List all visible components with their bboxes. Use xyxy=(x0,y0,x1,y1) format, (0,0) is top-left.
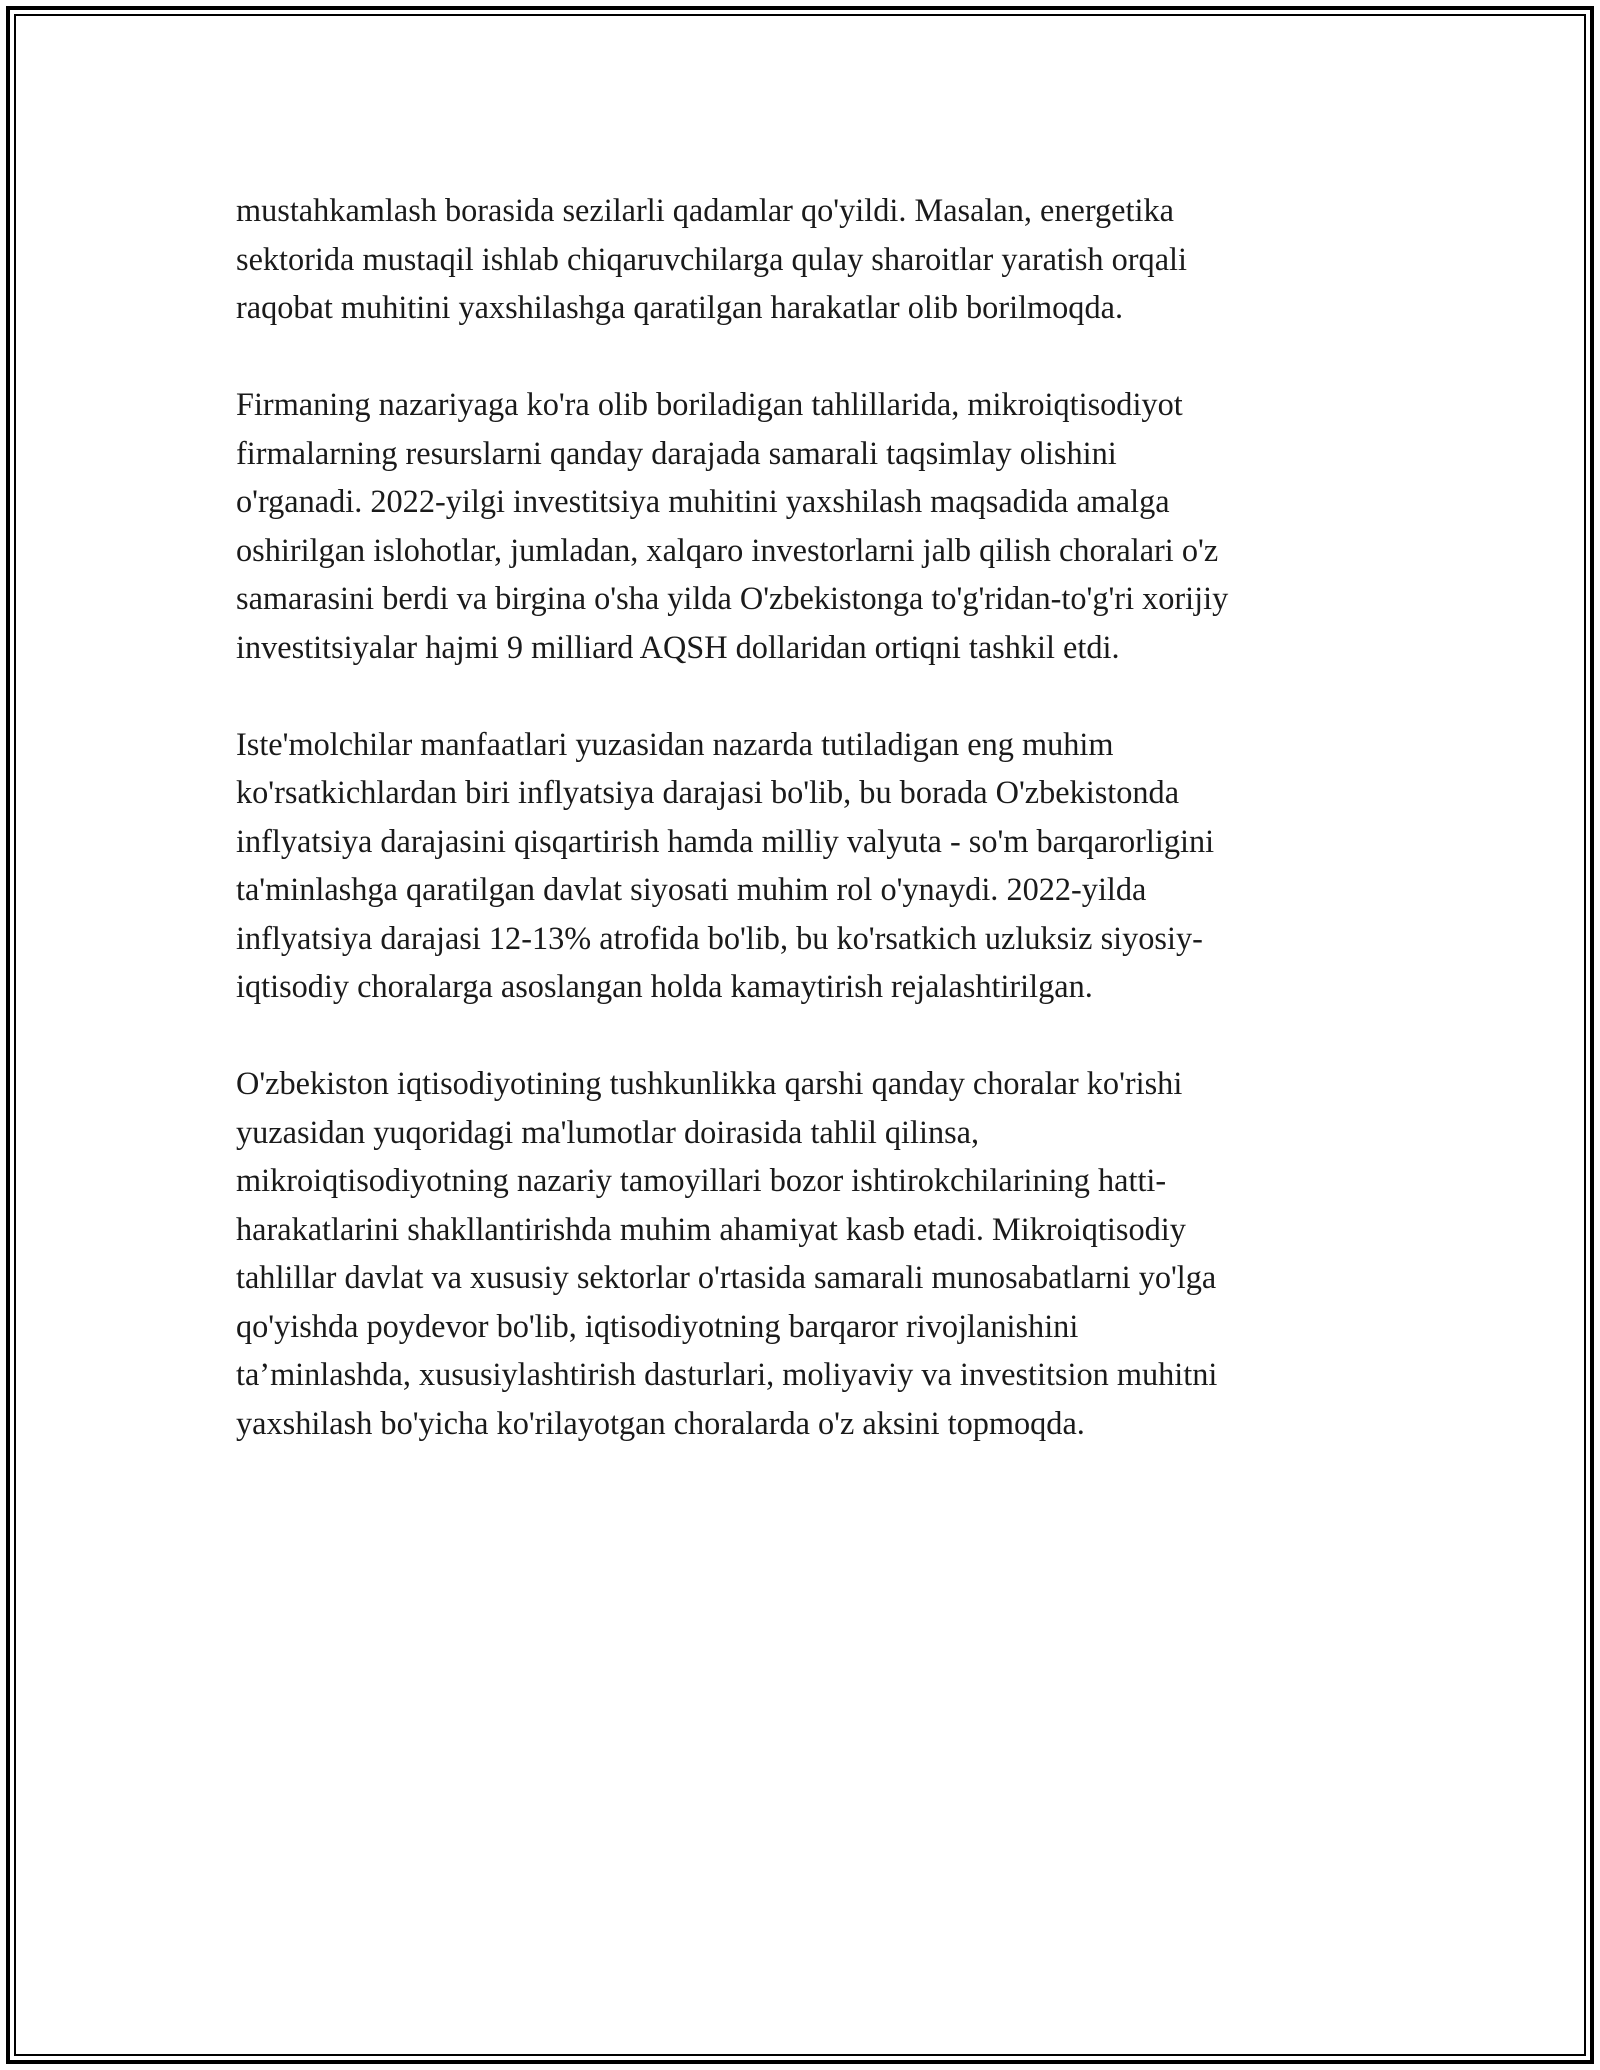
text-line: qo'yishda poydevor bo'lib, iqtisodiyotning barqaror rivojlanishini xyxy=(236,1307,1079,1344)
text-line: oshirilgan islohotlar, jumladan, xalqaro investorlarni jalb qilish choralari o'z xyxy=(236,531,1219,568)
document-body xyxy=(236,186,1376,1496)
text-line: Iste'molchilar manfaatlari yuzasidan nazarda tutiladigan eng muhim xyxy=(236,725,1114,762)
text-line: yaxshilash bo'yicha ko'rilayotgan choralarda o'z aksini topmoqda. xyxy=(236,1404,1085,1441)
paragraph-2 xyxy=(236,380,1376,671)
text-line: tahlillar davlat va xususiy sektorlar o'rtasida samarali munosabatlarni yo'lga xyxy=(236,1259,1217,1295)
text-line: ta'minlashga qaratilgan davlat siyosati muhim rol o'ynaydi. 2022-yilda xyxy=(236,871,1147,907)
text-line: iqtisodiy choralarga asoslangan holda kamaytirish rejalashtirilgan. xyxy=(236,968,1093,1004)
paragraph-1 xyxy=(236,186,1376,332)
text-line: samarasini berdi va birgina o'sha yilda O'zbekistonga to'g'ridan-to'g'ri xorijiy xyxy=(236,580,1229,616)
paragraph-4 xyxy=(236,1059,1376,1447)
text-line: o'rganadi. 2022-yilgi investitsiya muhitini yaxshilash maqsadida amalga xyxy=(236,483,1170,519)
text-line: yuzasidan yuqoridagi ma'lumotlar doirasida tahlil qilinsa, xyxy=(236,1113,980,1150)
text-line: mustahkamlash borasida sezilarli qadamlar qo'yildi. Masalan, energetika xyxy=(236,192,1174,228)
text-line: investitsiyalar hajmi 9 milliard AQSH dollaridan ortiqni tashkil etdi. xyxy=(236,628,1120,665)
text-line: O'zbekiston iqtisodiyotining tushkunlikka qarshi qanday choralar ko'rishi xyxy=(236,1065,1183,1101)
text-line: sektorida mustaqil ishlab chiqaruvchilarga qulay sharoitlar yaratish orqali xyxy=(236,240,1187,277)
text-line: ta’minlashda, xususiylashtirish dasturlari, moliyaviy va investitsion muhitni xyxy=(236,1356,1218,1392)
text-line: harakatlarini shakllantirishda muhim ahamiyat kasb etadi. Mikroiqtisodiy xyxy=(236,1210,1186,1247)
text-line: inflyatsiya darajasi 12-13% atrofida bo'lib, bu ko'rsatkich uzluksiz siyosiy- xyxy=(236,919,1203,956)
text-line: ko'rsatkichlardan biri inflyatsiya darajasi bo'lib, bu borada O'zbekistonda xyxy=(236,774,1180,810)
text-line: inflyatsiya darajasini qisqartirish hamda milliy valyuta - so'm barqarorligini xyxy=(236,822,1215,859)
text-line: Firmaning nazariyaga ko'ra olib boriladigan tahlillarida, mikroiqtisodiyot xyxy=(236,386,1183,422)
paragraph-3 xyxy=(236,720,1376,1011)
text-line: firmalarning resurslarni qanday darajada samarali taqsimlay olishini xyxy=(236,434,1117,471)
text-line: raqobat muhitini yaxshilashga qaratilgan harakatlar olib borilmoqda. xyxy=(236,289,1124,325)
text-line: mikroiqtisodiyotning nazariy tamoyillari bozor ishtirokchilarining hatti- xyxy=(236,1162,1167,1198)
